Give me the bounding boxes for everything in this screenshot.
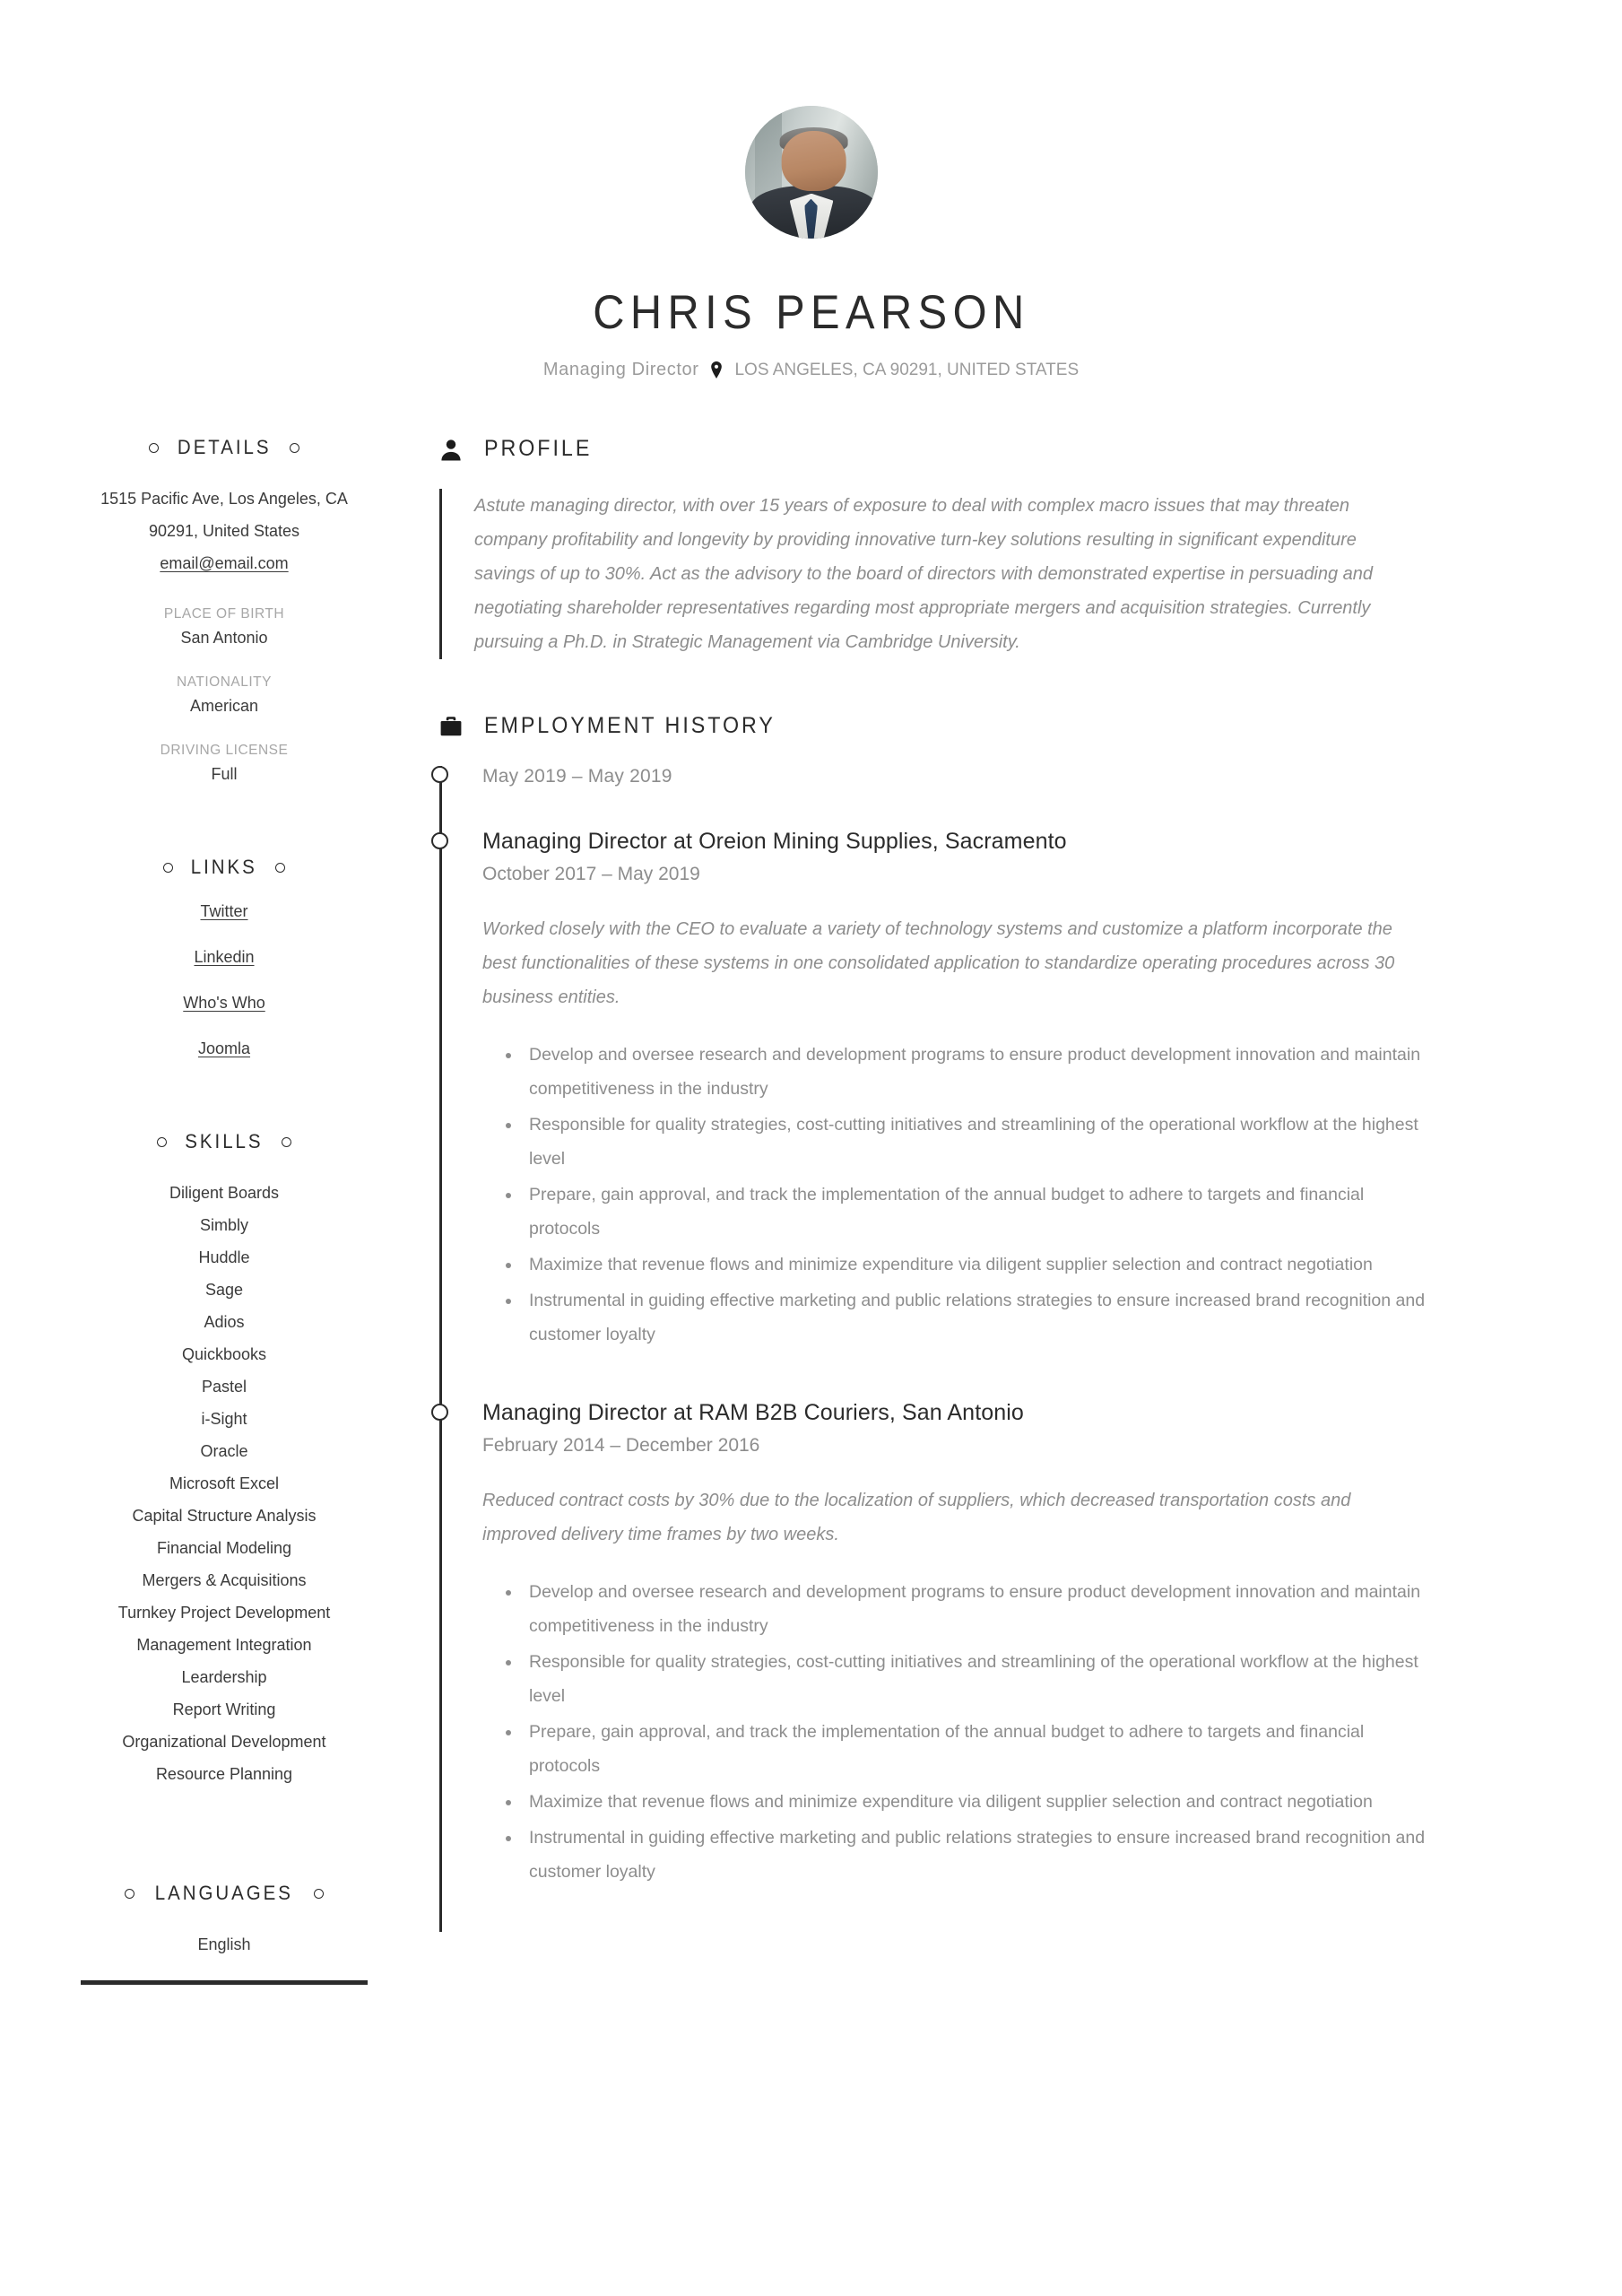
detail-field-driving-license	[81, 743, 368, 784]
languages-heading	[81, 1882, 368, 1905]
link-linkedin[interactable]: Linkedin	[194, 948, 255, 966]
list-item: Maximize that revenue flows and minimize expenditure via diligent supplier selection and contract negotiation	[482, 1785, 1433, 1819]
list-item: Turnkey Project Development	[117, 1604, 331, 1622]
profile-heading	[439, 436, 1505, 462]
list-item: Instrumental in guiding effective marketing and public relations strategies to ensure increased brand recognition and customer loyalty	[482, 1821, 1433, 1889]
detail-value: Full	[211, 765, 238, 783]
list-item: Responsible for quality strategies, cost-cutting initiatives and streamlining of the operational workflow at the highest level	[482, 1108, 1433, 1176]
job-title: Managing Director at RAM B2B Couriers, San Antonio	[482, 1400, 1024, 1425]
list-item: Responsible for quality strategies, cost-cutting initiatives and streamlining of the operational workflow at the highest level	[482, 1645, 1433, 1713]
resume-header	[0, 0, 1622, 380]
skills-list	[81, 1177, 368, 1790]
job-description: Reduced contract costs by 30% due to the localization of suppliers, which decreased transportation costs and improved delivery time frames by two weeks.	[482, 1491, 1351, 1544]
sidebar-divider	[81, 1980, 368, 1985]
job-description: Worked closely with the CEO to evaluate a variety of technology systems and customize a platform incorporate the best functionalities of these systems in one consolidated application to standardize operating procedures across 30 business entities.	[482, 919, 1395, 1007]
list-item: Management Integration	[136, 1636, 312, 1654]
list-item: Oracle	[200, 1442, 248, 1460]
detail-field-place-of-birth	[81, 606, 368, 648]
sidebar	[0, 436, 439, 2024]
timeline-marker-icon	[431, 1404, 448, 1421]
avatar-face	[781, 131, 846, 191]
sidebar-section-details	[81, 436, 368, 784]
circle-ornament-left-icon	[149, 443, 159, 453]
circle-ornament-right-icon	[275, 863, 285, 873]
detail-label: NATIONALITY	[177, 674, 272, 690]
list-item: Develop and oversee research and development programs to ensure product development innovation and maintain competitiveness in the industry	[482, 1575, 1433, 1643]
main-content	[439, 436, 1622, 2024]
timeline-marker-icon	[431, 832, 448, 849]
languages-heading-label: LANGUAGES	[154, 1882, 294, 1904]
employment-heading-label: EMPLOYMENT HISTORY	[484, 713, 776, 738]
list-item: Capital Structure Analysis	[132, 1507, 317, 1525]
circle-ornament-right-icon	[282, 1137, 291, 1147]
list-item: Organizational Development	[122, 1733, 326, 1751]
list-item: Leardership	[181, 1668, 267, 1686]
languages-list	[81, 1928, 368, 1961]
resume-columns	[0, 436, 1622, 2024]
profile-heading-label: PROFILE	[484, 436, 593, 461]
circle-ornament-left-icon	[125, 1889, 134, 1899]
list-item: Huddle	[198, 1248, 250, 1266]
list-item: Develop and oversee research and development programs to ensure product development innovation and maintain competitiveness in the industry	[482, 1038, 1433, 1106]
list-item: Maximize that revenue flows and minimize expenditure via diligent supplier selection and contract negotiation	[482, 1248, 1433, 1282]
timeline-line	[439, 766, 442, 1932]
list-item	[81, 902, 368, 921]
profile-accent-rule	[439, 489, 442, 659]
job-bullets	[482, 1038, 1505, 1352]
link-joomla[interactable]: Joomla	[197, 1039, 251, 1057]
job-dates: October 2017 – May 2019	[482, 864, 700, 884]
detail-value: American	[189, 697, 259, 715]
links-heading-label: LINKS	[190, 856, 258, 878]
employment-entry	[482, 829, 1505, 1352]
circle-ornament-right-icon	[314, 1889, 324, 1899]
employment-timeline	[439, 766, 1505, 1932]
link-twitter[interactable]: Twitter	[200, 902, 248, 920]
links-heading	[81, 856, 368, 879]
list-item: Prepare, gain approval, and track the implementation of the annual budget to adhere to targets and financial protocols	[482, 1178, 1433, 1246]
list-item	[81, 994, 368, 1013]
list-item: Report Writing	[172, 1700, 276, 1718]
list-item: Financial Modeling	[156, 1539, 292, 1557]
circle-ornament-left-icon	[163, 863, 173, 873]
avatar	[745, 106, 878, 239]
person-icon	[439, 438, 463, 461]
address-line-1: 1515 Pacific Ave, Los Angeles, CA	[100, 490, 348, 508]
details-heading-label: DETAILS	[177, 436, 272, 458]
list-item: Simbly	[199, 1216, 248, 1234]
email-link[interactable]: email@email.com	[160, 554, 289, 572]
job-title: Managing Director	[542, 360, 699, 379]
list-item: Quickbooks	[181, 1345, 267, 1363]
header-subline	[543, 360, 1079, 380]
list-item: Instrumental in guiding effective marketing and public relations strategies to ensure increased brand recognition and customer loyalty	[482, 1283, 1433, 1352]
list-item: Mergers & Acquisitions	[142, 1571, 307, 1589]
links-list	[81, 902, 368, 1058]
timeline-top-period	[482, 766, 1505, 787]
sidebar-section-links	[81, 856, 368, 1058]
list-item: English	[197, 1935, 251, 1953]
address-block	[81, 483, 368, 579]
link-whos-who[interactable]: Who's Who	[183, 994, 265, 1012]
employment-entry	[482, 1400, 1505, 1889]
list-item: i-Sight	[201, 1410, 247, 1428]
list-item	[81, 1039, 368, 1058]
page-title: CHRIS PEARSON	[592, 286, 1030, 339]
profile-body	[439, 489, 1505, 659]
list-item: Resource Planning	[155, 1765, 293, 1783]
circle-ornament-right-icon	[290, 443, 299, 453]
list-item: Adios	[204, 1313, 245, 1331]
skills-heading-label: SKILLS	[185, 1130, 264, 1152]
address-line-2: 90291, United States	[148, 522, 300, 540]
briefcase-icon	[439, 715, 463, 738]
job-dates: February 2014 – December 2016	[482, 1435, 760, 1456]
detail-label: PLACE OF BIRTH	[163, 606, 285, 622]
timeline-marker-icon	[431, 766, 448, 783]
job-bullets	[482, 1575, 1505, 1889]
profile-text: Astute managing director, with over 15 years of exposure to deal with complex macro issues that may threaten company profitability and longevity by providing innovative turn-key solutions resulting in significant expenditure savings of up to 30%. Act as the advisory to the board of directors with demonstrated expertise in persuading and negotiating shareholder representatives regarding most appropriate mergers and acquisition strategies. Currently pursuing a Ph.D. in Strategic Management via Cambridge University.	[474, 496, 1374, 652]
list-item: Microsoft Excel	[169, 1474, 280, 1492]
list-item: Diligent Boards	[169, 1184, 280, 1202]
sidebar-section-skills	[81, 1130, 368, 1790]
sidebar-section-languages	[81, 1882, 368, 1985]
circle-ornament-left-icon	[157, 1137, 167, 1147]
map-pin-icon	[710, 361, 723, 378]
location-text: LOS ANGELES, CA 90291, UNITED STATES	[734, 360, 1080, 379]
timeline-period-label: May 2019 – May 2019	[482, 766, 672, 787]
list-item: Pastel	[201, 1378, 247, 1396]
detail-value: San Antonio	[180, 629, 268, 647]
list-item	[81, 948, 368, 967]
skills-heading	[81, 1130, 368, 1153]
detail-label: DRIVING LICENSE	[160, 743, 289, 758]
list-item: Prepare, gain approval, and track the implementation of the annual budget to adhere to targets and financial protocols	[482, 1715, 1433, 1783]
job-title: Managing Director at Oreion Mining Supplies, Sacramento	[482, 829, 1067, 854]
detail-field-nationality	[81, 674, 368, 716]
list-item: Sage	[204, 1281, 244, 1299]
details-heading	[81, 436, 368, 459]
employment-heading	[439, 713, 1505, 739]
